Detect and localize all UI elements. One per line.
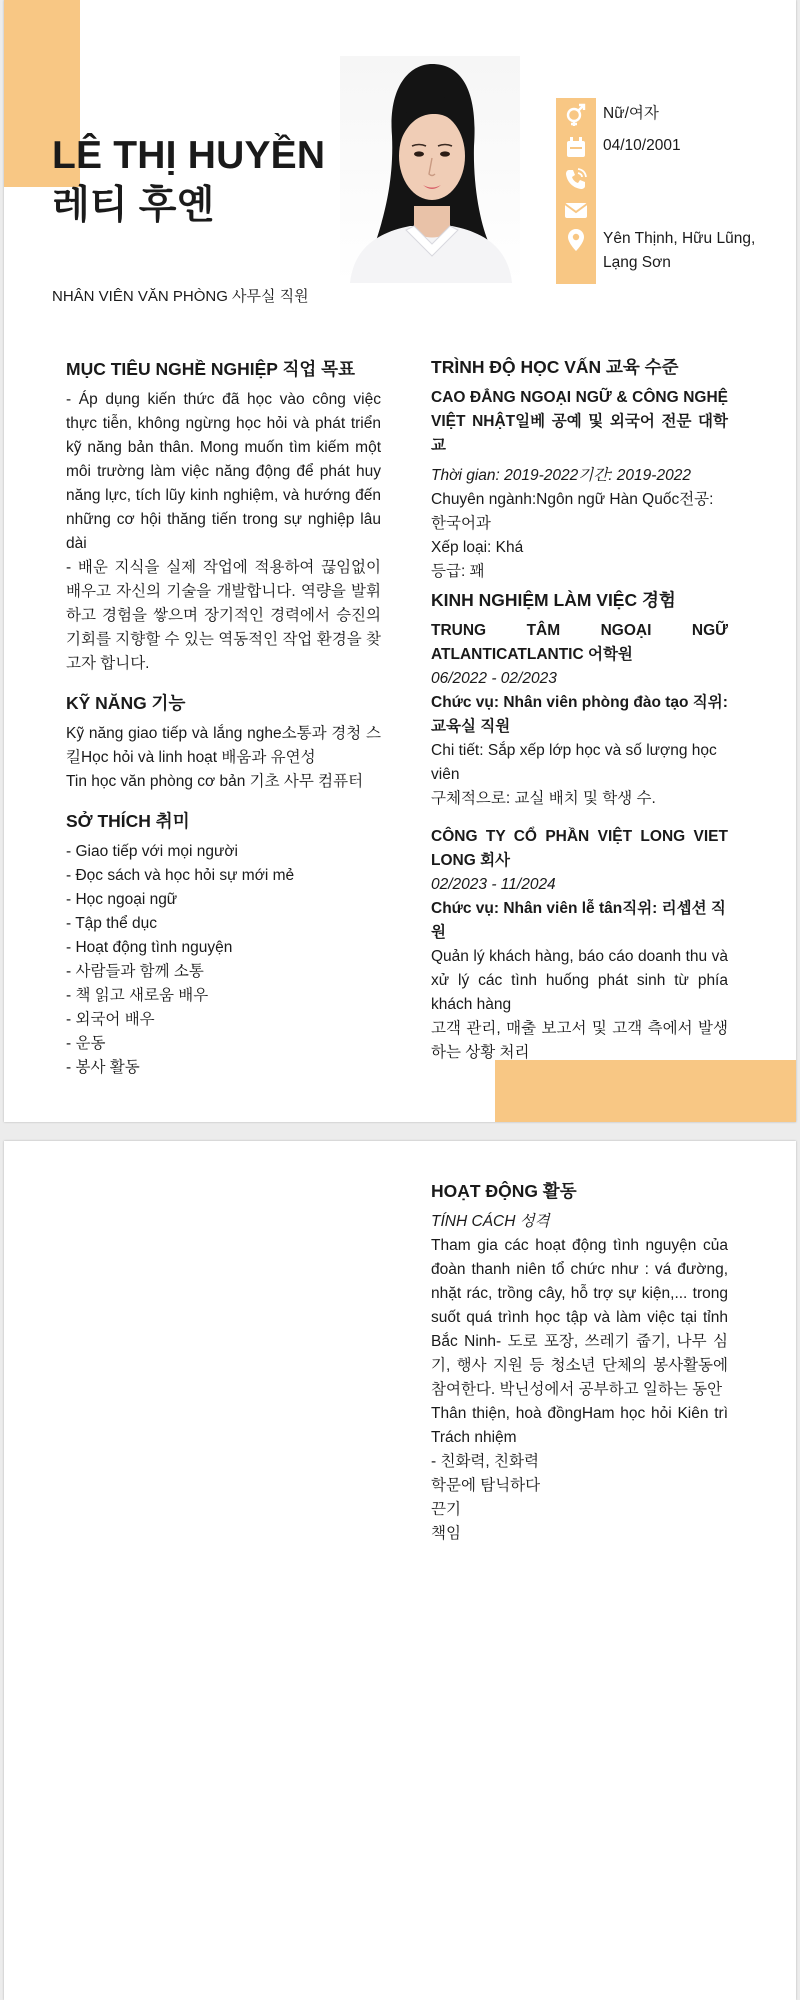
job-detail-ko: 구체적으로: 교실 배치 및 학생 수.: [431, 790, 656, 807]
skills-section: [66, 690, 381, 794]
accent-block-bottom-right: [495, 1060, 796, 1122]
experience-heading: KINH NGHIỆM LÀM VIỆC 경험: [431, 590, 676, 610]
personality-traits-vi: Thân thiện, hoà đồngHam học hỏi Kiên trì Trách nhiệm: [431, 1405, 728, 1446]
personality-trait-ko: 끈기: [431, 1501, 461, 1518]
hobby-item: - 외국어 배우: [66, 1011, 155, 1028]
job-period: 02/2023 - 11/2024: [431, 876, 556, 893]
job-entry: [431, 825, 728, 1065]
job-position: Chức vụ: Nhân viên lễ tân직위: 리셉션 직원: [431, 900, 726, 941]
location-pin-icon: [562, 226, 590, 254]
job-title: NHÂN VIÊN VĂN PHÒNG 사무실 직원: [52, 288, 309, 305]
email-icon: [562, 196, 590, 224]
hobby-item: - Hoạt động tình nguyện: [66, 939, 233, 956]
phone-icon: [562, 165, 590, 193]
personality-trait-ko: 학문에 탐닉하다: [431, 1477, 541, 1494]
experience-section: [431, 587, 728, 1065]
hobby-item: - 사람들과 함께 소통: [66, 963, 204, 980]
job-company: CÔNG TY CỔ PHẦN VIỆT LONG VIET LONG 회사: [431, 828, 728, 869]
education-grade: 등급: 꽤: [431, 563, 485, 580]
hobbies-section: [66, 808, 381, 1080]
hobby-item: - 봉사 활동: [66, 1059, 140, 1076]
education-period: Thời gian: 2019-2022기간: 2019-2022: [431, 467, 691, 484]
hobby-item: - 책 읽고 새로움 배우: [66, 987, 209, 1004]
career-objective-vi: - Áp dụng kiến thức đã học vào công việc thực tiễn, không ngừng học hỏi và phát triển kỹ năng bản thân. Mong muốn tìm kiếm một môi trường làm việc năng động để phát huy năng lực, tích lũy kinh nghiệm, và hướng đến những cơ hội thăng tiến trong sự nghiệp lâu dài: [66, 391, 381, 552]
job-company-line2: ATLANTICATLANTIC 어학원: [431, 646, 633, 663]
gender-icon: [562, 100, 590, 128]
job-detail-ko: 고객 관리, 매출 보고서 및 고객 측에서 발생하는 상황 처리: [431, 1020, 728, 1061]
personality-trait-ko: 책임: [431, 1525, 461, 1542]
career-objective-heading: MỤC TIÊU NGHỀ NGHIỆP 직업 목표: [66, 359, 355, 379]
skills-heading: KỸ NĂNG 기능: [66, 693, 186, 713]
contact-address: Yên Thịnh, Hữu Lũng, Lạng Sơn: [603, 230, 756, 271]
personality-trait-ko: - 친화력, 친화력: [431, 1453, 539, 1470]
education-section: [431, 354, 728, 584]
job-detail-vi: Quản lý khách hàng, báo cáo doanh thu và xử lý các tình huống phát sinh từ phía khách hàng: [431, 948, 728, 1013]
job-detail-vi: Chi tiết: Sắp xếp lớp học và số lượng học viên: [431, 742, 717, 783]
profile-photo: [340, 56, 520, 283]
skill-item: Tin học văn phòng cơ bản 기초 사무 컴퓨터: [66, 773, 364, 790]
hobby-item: - Học ngoại ngữ: [66, 891, 178, 908]
job-period: 06/2022 - 02/2023: [431, 670, 557, 687]
hobbies-heading: SỞ THÍCH 취미: [66, 811, 190, 831]
hobby-item: - Đọc sách và học hỏi sự mới mẻ: [66, 867, 295, 884]
career-objective-ko: - 배운 지식을 실제 작업에 적용하여 끊임없이 배우고 자신의 기술을 개발합니다. 역량을 발휘하고 경험을 쌓으며 장기적인 경력에서 승진의 기회를 지향할 수 있는 역동적인 작업 환경을 찾고자 합니다.: [66, 559, 381, 672]
personality-subheading: TÍNH CÁCH 성격: [431, 1213, 550, 1230]
resume-page-2: [4, 1141, 796, 2000]
contact-birthday: 04/10/2001: [603, 137, 681, 154]
activities-paragraph: Tham gia các hoạt động tình nguyện của đoàn thanh niên tổ chức như : vá đường, nhặt rác, trồng cây, hỗ trợ sự kiện,... trong suốt quá trình học tập và làm việc tại tỉnh Bắc Ninh- 도로 포장, 쓰레기 줍기, 나무 심기, 행사 지원 등 청소년 단체의 봉사활동에 참여한다. 박닌성에서 공부하고 일하는 동안: [431, 1237, 728, 1398]
contact-gender: Nữ/여자: [603, 105, 659, 122]
calendar-icon: [562, 133, 590, 161]
education-major: Chuyên ngành:Ngôn ngữ Hàn Quốc전공: 한국어과: [431, 491, 714, 532]
career-objective-section: [66, 356, 381, 676]
job-entry: [431, 619, 728, 811]
job-company-line1: TRUNG TÂM NGOẠI NGỮ: [431, 622, 728, 639]
hobby-item: - 운동: [66, 1035, 106, 1052]
education-rank: Xếp loại: Khá: [431, 539, 524, 556]
hobby-item: - Giao tiếp với mọi người: [66, 843, 238, 860]
education-heading: TRÌNH ĐỘ HỌC VẤN 교육 수준: [431, 357, 679, 377]
school-name: CAO ĐẲNG NGOẠI NGỮ & CÔNG NGHỆ VIỆT NHẬT일베 공예 및 외국어 전문 대학교: [431, 389, 728, 454]
candidate-name: LÊ THỊ HUYỀN 레티 후옌: [52, 134, 326, 227]
job-position: Chức vụ: Nhân viên phòng đào tạo 직위: 교육실 직원: [431, 694, 728, 735]
skill-item: Kỹ năng giao tiếp và lắng nghe소통과 경청 스킬Học hỏi và linh hoạt 배움과 유연성: [66, 725, 381, 766]
hobby-item: - Tập thể dục: [66, 915, 158, 932]
resume-page-1: [4, 0, 796, 1122]
activities-section: [431, 1178, 728, 1546]
activities-heading: HOẠT ĐỘNG 활동: [431, 1181, 577, 1201]
